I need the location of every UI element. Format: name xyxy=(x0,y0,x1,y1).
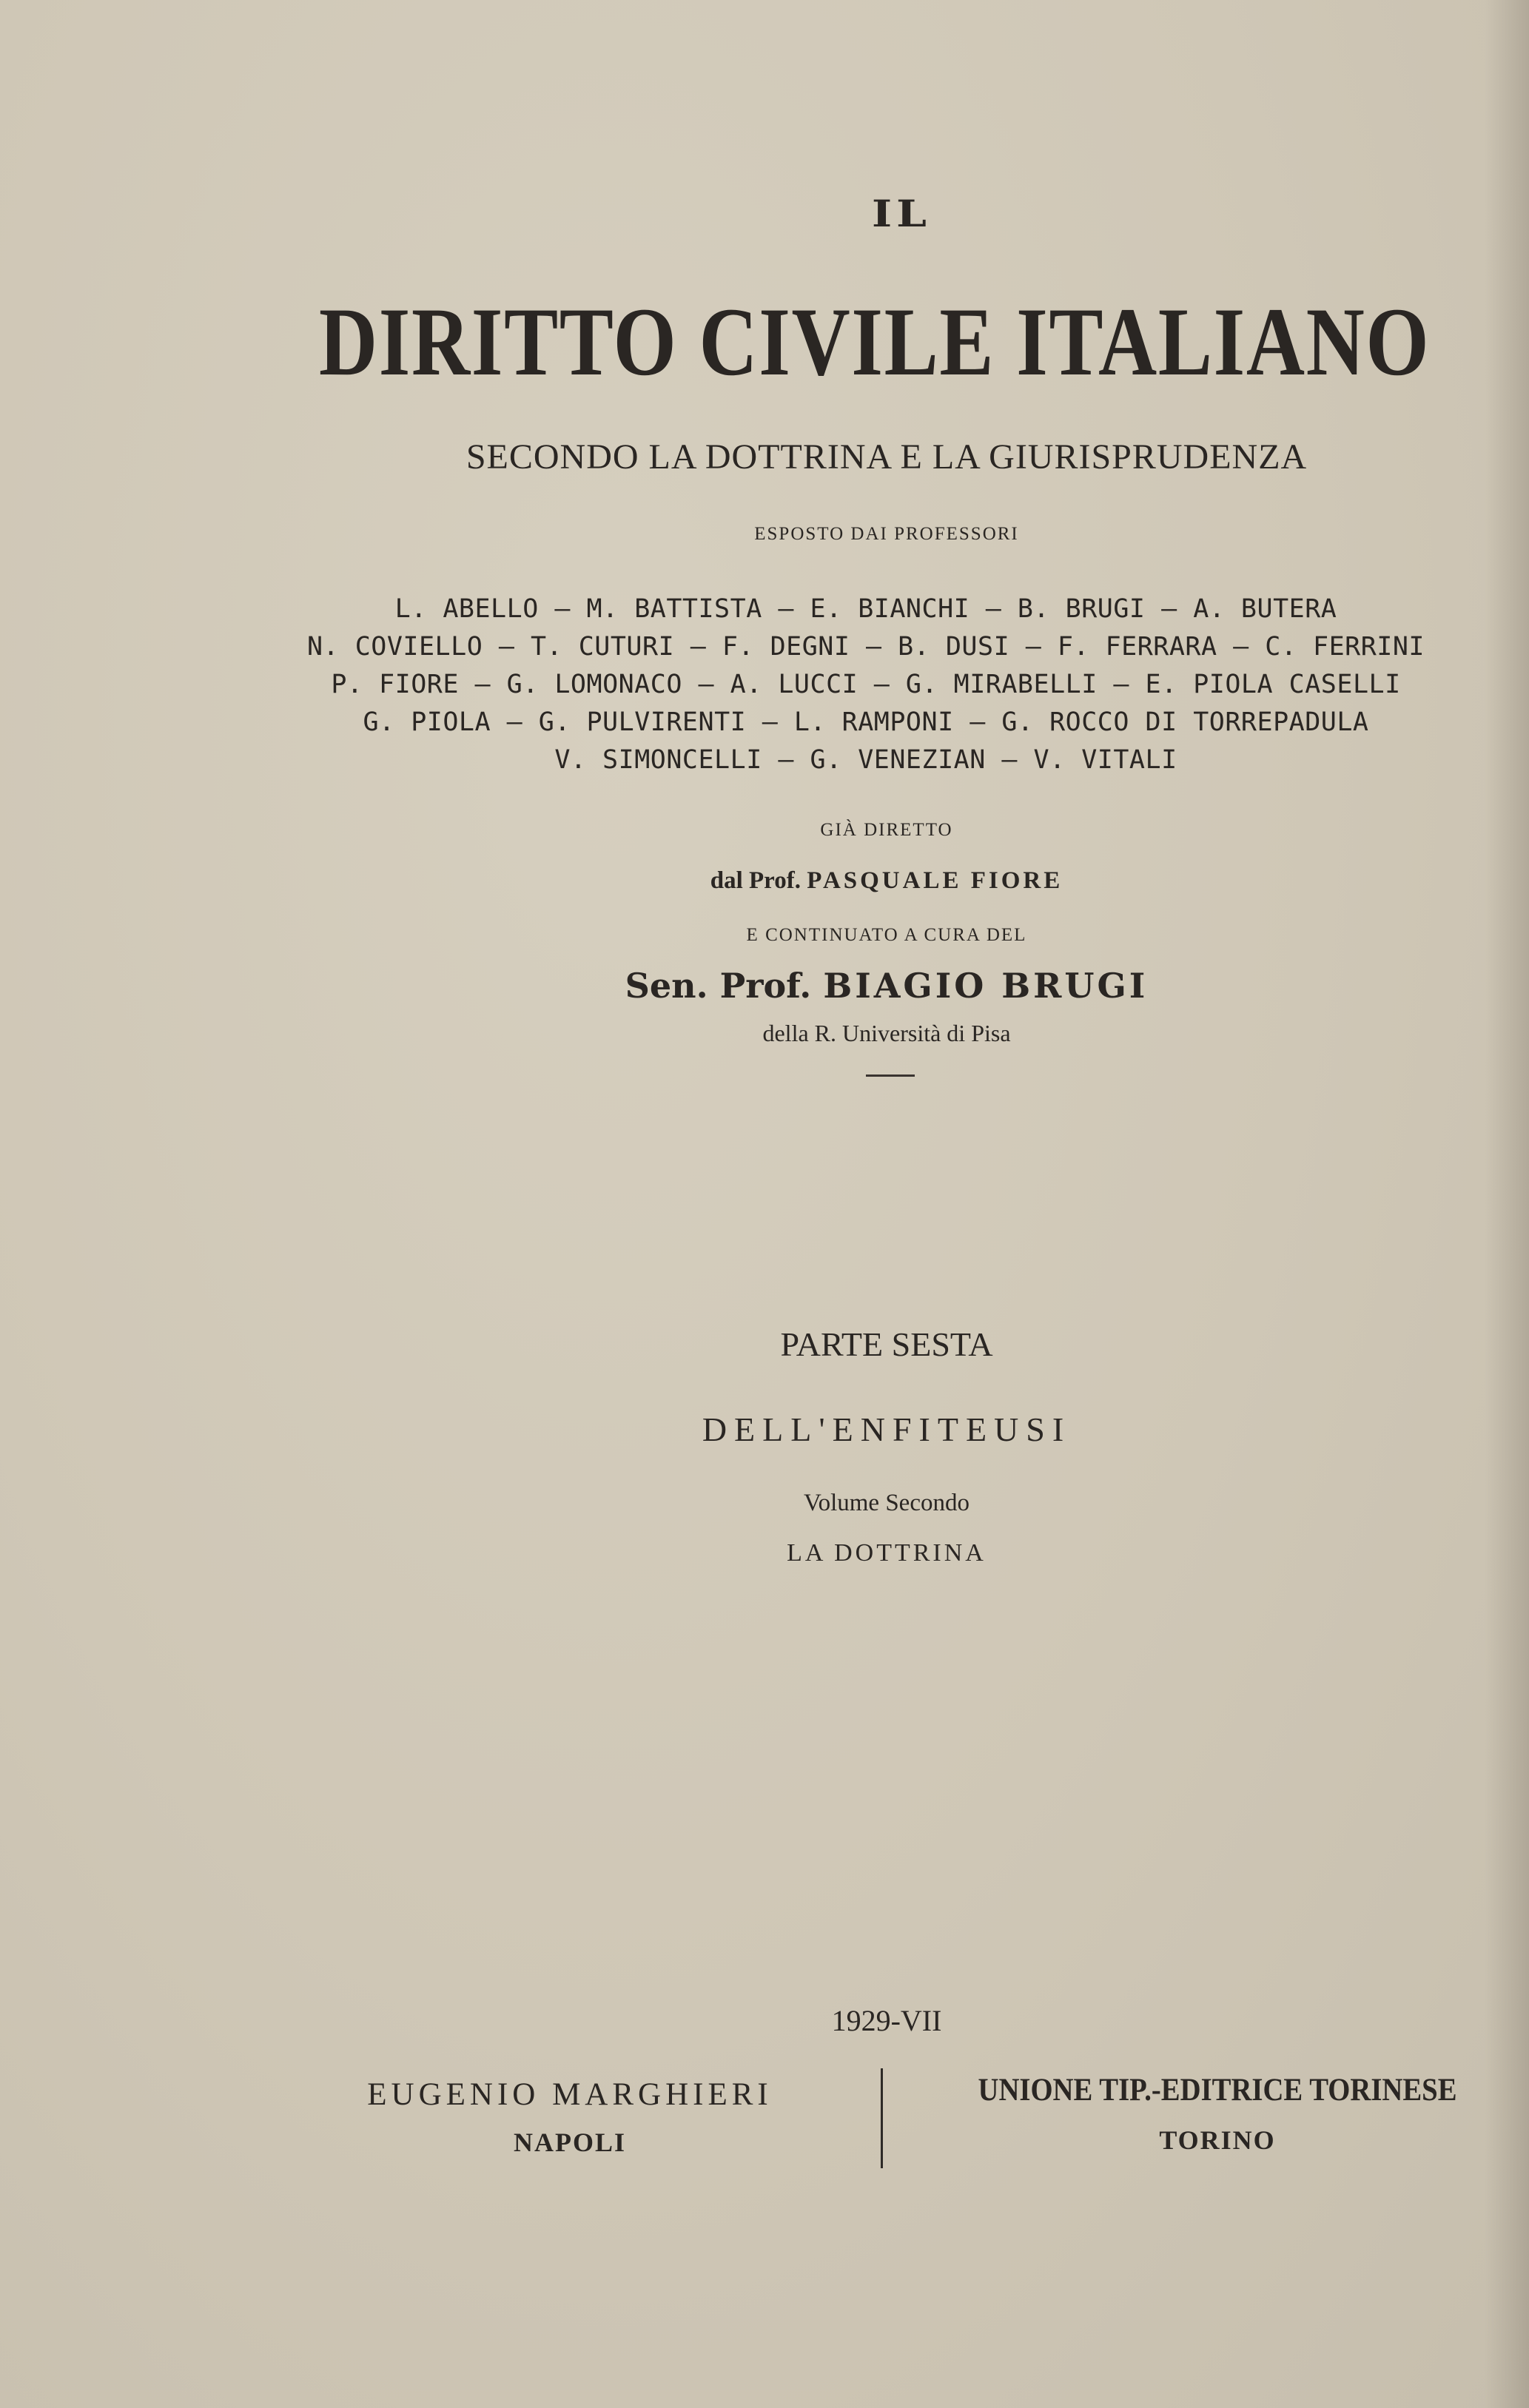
publisher-left-city: NAPOLI xyxy=(513,2128,626,2157)
part-subject: DELL'ENFITEUSI xyxy=(702,1410,1072,1448)
section-label: LA DOTTRINA xyxy=(787,1539,987,1567)
publisher-left-name: EUGENIO MARGHIERI xyxy=(367,2077,773,2112)
publisher-right-city: TORINO xyxy=(1159,2125,1276,2155)
editor-line xyxy=(122,966,1529,1006)
publication-year: 1929-VII xyxy=(831,2004,942,2037)
book-subtitle: SECONDO LA DOTTRINA E LA GIURISPRUDENZA xyxy=(466,437,1308,477)
authors-list xyxy=(255,591,1476,779)
publisher-divider xyxy=(881,2068,883,2168)
authors-line: V. SIMONCELLI — G. VENEZIAN — V. VITALI xyxy=(554,745,1177,775)
title-article: IL xyxy=(872,192,931,235)
publisher-right-name: UNIONE TIP.-EDITRICE TORINESE xyxy=(978,2073,1457,2108)
volume-label: Volume Secondo xyxy=(804,1490,970,1516)
editor-affiliation: della R. Università di Pisa xyxy=(762,1020,1011,1046)
authors-line: L. ABELLO — M. BATTISTA — E. BIANCHI — B. BRUGI — A. BUTERA xyxy=(394,594,1337,624)
founder-line xyxy=(122,867,1529,895)
authors-line: P. FIORE — G. LOMONACO — A. LUCCI — G. MIRABELLI — E. PIOLA CASELLI xyxy=(331,670,1401,699)
founder-name: PASQUALE FIORE xyxy=(807,867,1063,894)
short-rule xyxy=(866,1074,915,1077)
authors-line: G. PIOLA — G. PULVIRENTI — L. RAMPONI — G. ROCCO DI TORREPADULA xyxy=(363,707,1369,737)
authors-line: N. COVIELLO — T. CUTURI — F. DEGNI — B. DUSI — F. FERRARA — C. FERRINI xyxy=(306,632,1425,662)
continuation-intro: E CONTINUATO A CURA DEL xyxy=(746,925,1027,945)
editor-name: BIAGIO BRUGI xyxy=(823,966,1149,1006)
authors-intro: ESPOSTO DAI PROFESSORI xyxy=(754,524,1019,544)
part-number: PARTE SESTA xyxy=(780,1325,993,1363)
editor-prefix: Sen. Prof. xyxy=(625,966,812,1006)
direction-intro: GIÀ DIRETTO xyxy=(820,820,953,840)
book-title: DIRITTO CIVILE ITALIANO xyxy=(318,287,1431,396)
founder-prefix: dal Prof. xyxy=(710,867,801,894)
